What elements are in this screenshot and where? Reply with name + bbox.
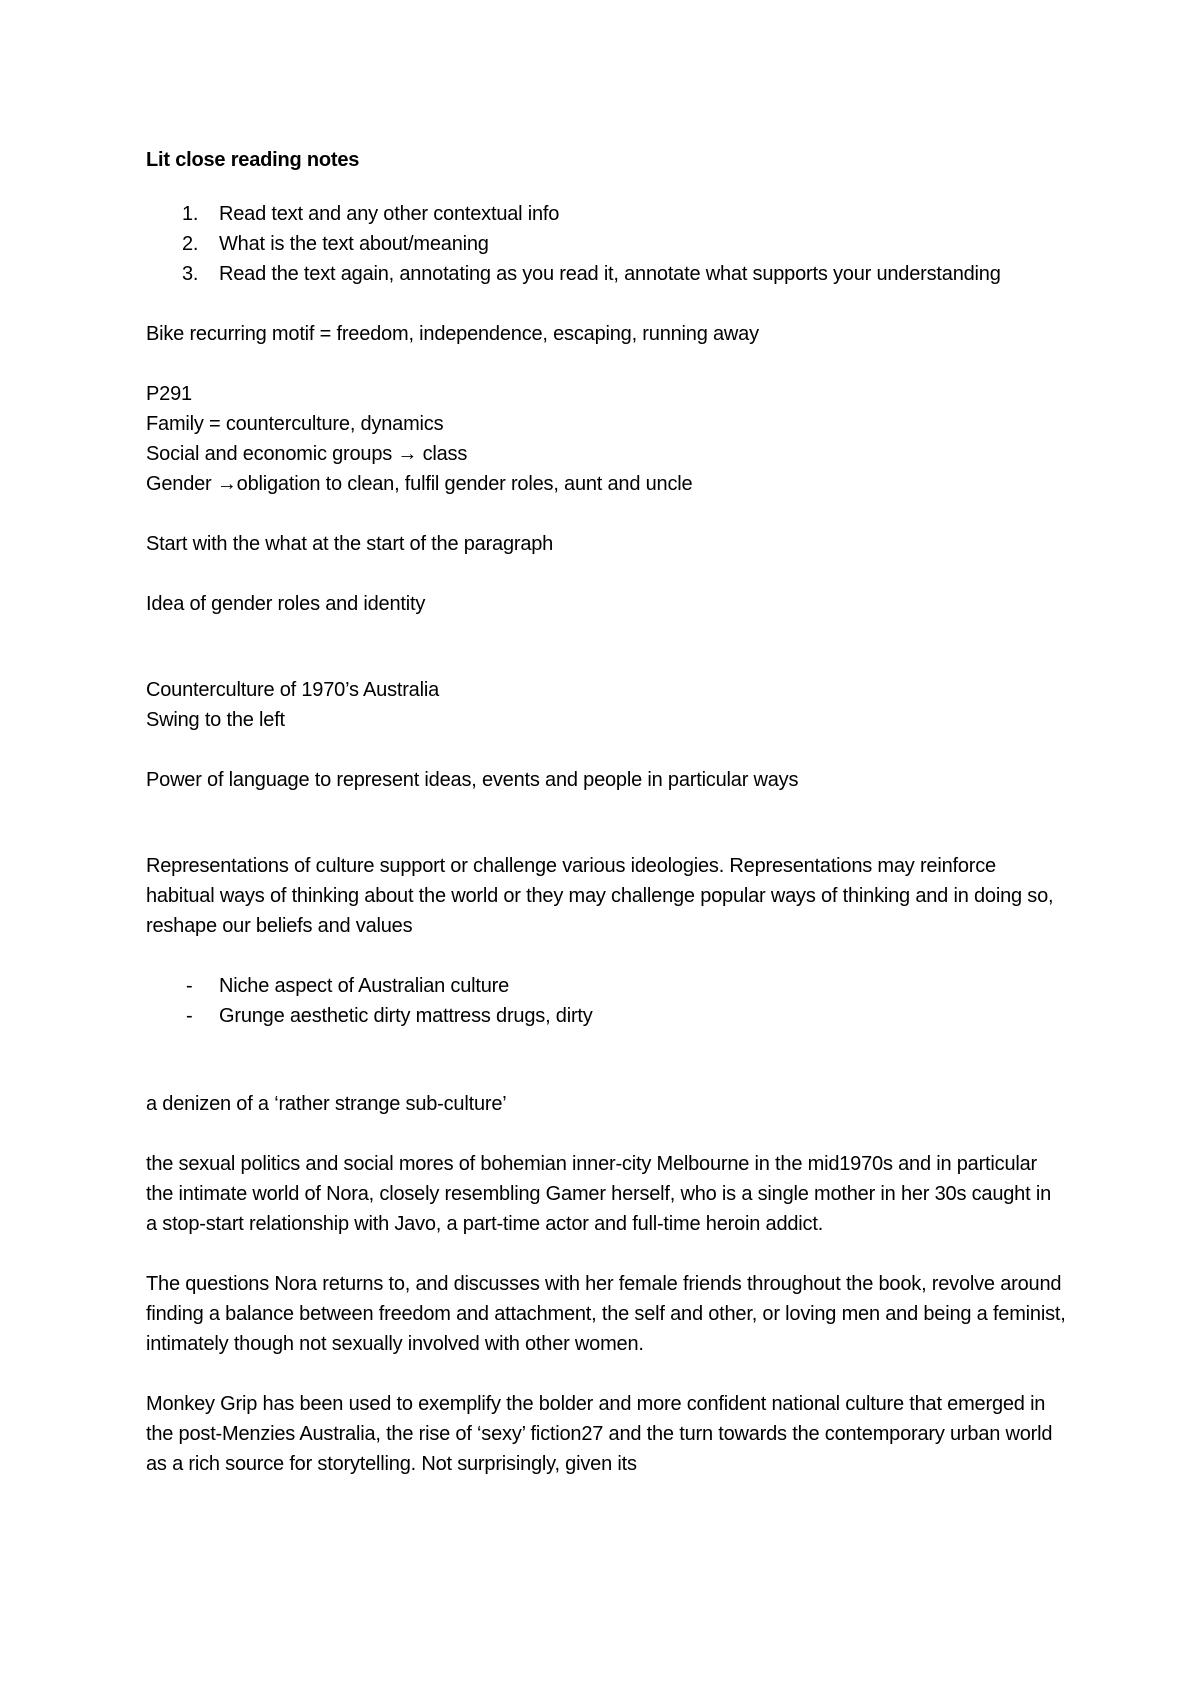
bullet-dash: - (186, 975, 193, 997)
list-item-text: Grunge aesthetic dirty mattress drugs, dirty (219, 1005, 593, 1027)
list-item-text: Niche aspect of Australian culture (219, 975, 510, 997)
counterculture-line: Counterculture of 1970’s Australia (146, 679, 440, 701)
bike-motif-line: Bike recurring motif = freedom, independence, escaping, running away (146, 323, 759, 345)
document-body (146, 145, 1066, 1479)
list-item (146, 199, 1066, 229)
denizen-quote-line: a denizen of a ‘rather strange sub-culture’ (146, 1093, 507, 1115)
start-paragraph-line: Start with the what at the start of the paragraph (146, 533, 554, 555)
list-item (146, 1001, 1066, 1031)
monkey-grip-paragraph: Monkey Grip has been used to exemplify the bolder and more confident national culture that emerged in the post-Menzies Australia, the rise of ‘sexy’ fiction27 and the turn towards the contemporary urban world as a rich source for storytelling. Not surprisingly, given its (146, 1393, 1053, 1475)
list-item (146, 971, 1066, 1001)
steps-list (146, 199, 1066, 289)
page-reference: P291 (146, 383, 192, 405)
list-number: 1. (182, 203, 199, 225)
list-item-text: What is the text about/meaning (219, 233, 489, 255)
swing-left-line: Swing to the left (146, 709, 285, 731)
bullet-dash: - (186, 1005, 193, 1027)
list-item-text: Read the text again, annotating as you read it, annotate what supports your understanding (219, 263, 1001, 285)
representations-paragraph: Representations of culture support or challenge various ideologies. Representations may reinforce habitual ways of thinking about the world or they may challenge popular ways of thinking and in doing so, reshape our beliefs and values (146, 855, 1054, 937)
sexual-politics-paragraph: the sexual politics and social mores of bohemian inner-city Melbourne in the mid1970s and in particular the intimate world of Nora, closely resembling Gamer herself, who is a single mother in her 30s caught in a stop-start relationship with Javo, a part-time actor and full-time heroin addict. (146, 1153, 1051, 1235)
list-item (146, 259, 1066, 289)
social-groups-line: Social and economic groups → class (146, 443, 468, 465)
document-title: Lit close reading notes (146, 149, 360, 171)
bullet-list (146, 971, 1066, 1031)
gender-line: Gender →obligation to clean, fulfil gender roles, aunt and uncle (146, 473, 693, 495)
power-of-language-line: Power of language to represent ideas, events and people in particular ways (146, 769, 799, 791)
list-item (146, 229, 1066, 259)
list-number: 3. (182, 263, 199, 285)
questions-paragraph: The questions Nora returns to, and discusses with her female friends throughout the book, revolve around finding a balance between freedom and attachment, the self and other, or loving men and being a feminist, intimately though not sexually involved with other women. (146, 1273, 1066, 1355)
list-number: 2. (182, 233, 199, 255)
gender-identity-line: Idea of gender roles and identity (146, 593, 426, 615)
family-line: Family = counterculture, dynamics (146, 413, 444, 435)
list-item-text: Read text and any other contextual info (219, 203, 560, 225)
